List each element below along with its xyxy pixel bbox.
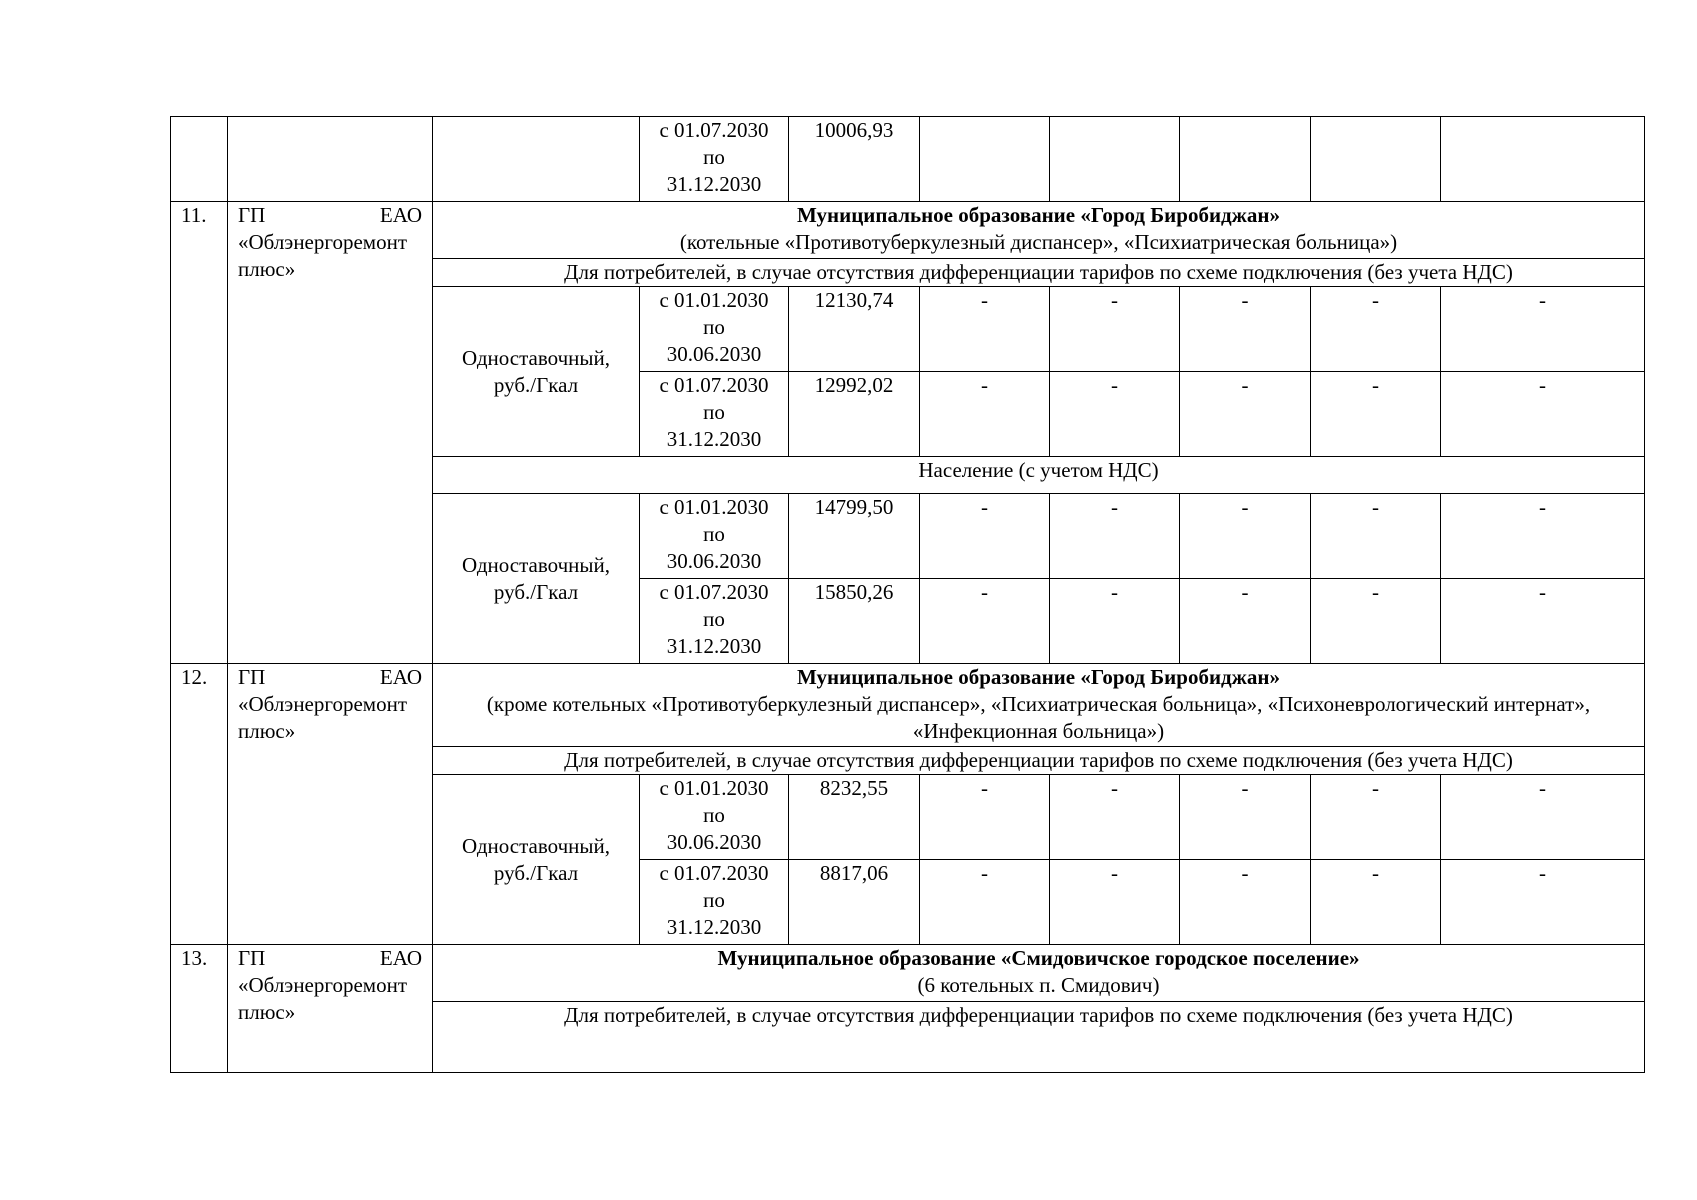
consumer-group-header: Население (с учетом НДС) (433, 457, 1645, 494)
empty-cell (920, 117, 1050, 202)
rate-type-label: Одноставочный, (461, 833, 611, 858)
empty-cell (1311, 117, 1441, 202)
dash-cell: - (1441, 372, 1645, 457)
tariff-value: 10006,93 (789, 117, 920, 202)
municipality-title: Муниципальное образование «Город Биробиджан» (796, 203, 1281, 227)
period-to-word: по (703, 400, 725, 424)
row-number: 13. (171, 945, 228, 1073)
row-number: 11. (171, 202, 228, 664)
period-from: с 01.01.2030 (659, 776, 769, 800)
period-to-word: по (703, 803, 725, 827)
period-to: 30.06.2030 (666, 342, 762, 366)
empty-cell (1441, 117, 1645, 202)
municipality-title: Муниципальное образование «Смидовичское городское поселение» (717, 946, 1360, 970)
organization-word: ЕАО (379, 203, 422, 227)
dash-cell: - (1441, 287, 1645, 372)
period-cell (640, 860, 789, 945)
dash-cell: - (1050, 579, 1180, 664)
empty-cell (1050, 117, 1180, 202)
period-to: 30.06.2030 (666, 830, 762, 854)
dash-cell: - (920, 494, 1050, 579)
period-cell (640, 494, 789, 579)
section-header-row (171, 664, 1645, 747)
dash-cell: - (1180, 775, 1311, 860)
tariff-value: 15850,26 (789, 579, 920, 664)
dash-cell: - (1441, 494, 1645, 579)
consumer-group-header: Для потребителей, в случае отсутствия дифференциации тарифов по схеме подключения (без учета НДС) (433, 259, 1645, 287)
empty-cell (1180, 117, 1311, 202)
organization-line: плюс» (238, 1000, 296, 1024)
municipality-heading (433, 664, 1645, 747)
period-to-word: по (703, 522, 725, 546)
dash-cell: - (920, 287, 1050, 372)
period-to: 31.12.2030 (666, 634, 762, 658)
dash-cell: - (1180, 287, 1311, 372)
rate-type-label: руб./Гкал (493, 579, 579, 604)
organization-line: плюс» (238, 719, 296, 743)
organization-line (238, 664, 422, 691)
rate-type-label: Одноставочный, (461, 552, 611, 577)
dash-cell: - (1050, 287, 1180, 372)
period-cell (640, 579, 789, 664)
dash-cell: - (1311, 775, 1441, 860)
tariff-table (170, 116, 1645, 1073)
dash-cell: - (1050, 494, 1180, 579)
dash-cell: - (1311, 287, 1441, 372)
dash-cell: - (1311, 494, 1441, 579)
rate-type-label: руб./Гкал (493, 372, 579, 397)
municipality-subtitle: (6 котельных п. Смидович) (917, 973, 1160, 997)
period-from: с 01.01.2030 (659, 495, 769, 519)
rate-type-label: Одноставочный, (461, 345, 611, 370)
row-number: 12. (171, 664, 228, 945)
organization-word: ГП (238, 203, 266, 227)
period-from: с 01.01.2030 (659, 288, 769, 312)
period-to: 30.06.2030 (666, 549, 762, 573)
organization-cell (228, 202, 433, 664)
organization-line: «Облэнергоремонт (238, 973, 407, 997)
period-to-word: по (703, 145, 725, 169)
period-cell (640, 287, 789, 372)
dash-cell: - (920, 860, 1050, 945)
dash-cell: - (1311, 372, 1441, 457)
tariff-value: 8232,55 (789, 775, 920, 860)
period-to-word: по (703, 888, 725, 912)
rate-type-cell (433, 494, 640, 664)
organization-word: ЕАО (379, 946, 422, 970)
tariff-value: 12130,74 (789, 287, 920, 372)
period-cell (640, 117, 789, 202)
dash-cell: - (1441, 860, 1645, 945)
dash-cell: - (1311, 579, 1441, 664)
dash-cell: - (1441, 579, 1645, 664)
dash-cell: - (1311, 860, 1441, 945)
rate-type-label: руб./Гкал (493, 860, 579, 885)
dash-cell: - (1441, 775, 1645, 860)
period-to: 31.12.2030 (666, 427, 762, 451)
organization-word: ЕАО (379, 665, 422, 689)
dash-cell: - (1050, 860, 1180, 945)
municipality-heading (433, 945, 1645, 1002)
organization-word: ГП (238, 665, 266, 689)
rate-type-cell (433, 775, 640, 945)
period-from: с 01.07.2030 (659, 861, 769, 885)
organization-cell (228, 664, 433, 945)
organization-line (238, 945, 422, 972)
municipality-heading (433, 202, 1645, 259)
tariff-value: 14799,50 (789, 494, 920, 579)
period-to-word: по (703, 315, 725, 339)
municipality-title: Муниципальное образование «Город Биробиджан» (796, 665, 1281, 689)
organization-word: ГП (238, 946, 266, 970)
table-row (171, 117, 1645, 202)
organization-line: плюс» (238, 257, 296, 281)
period-to: 31.12.2030 (666, 915, 762, 939)
dash-cell: - (1050, 372, 1180, 457)
rate-cell (433, 117, 640, 202)
dash-cell: - (920, 579, 1050, 664)
consumer-group-header: Для потребителей, в случае отсутствия дифференциации тарифов по схеме подключения (без учета НДС) (433, 747, 1645, 775)
period-cell (640, 372, 789, 457)
dash-cell: - (920, 372, 1050, 457)
table-body (171, 117, 1645, 1073)
municipality-subtitle: (котельные «Противотуберкулезный диспансер», «Психиатрическая больница») (679, 230, 1398, 254)
period-cell (640, 775, 789, 860)
section-header-row (171, 945, 1645, 1002)
period-from: с 01.07.2030 (659, 373, 769, 397)
period-from: с 01.07.2030 (659, 118, 769, 142)
organization-line: «Облэнергоремонт (238, 692, 407, 716)
org-cell (228, 117, 433, 202)
dash-cell: - (1180, 372, 1311, 457)
organization-line (238, 202, 422, 229)
dash-cell: - (920, 775, 1050, 860)
dash-cell: - (1180, 494, 1311, 579)
period-from: с 01.07.2030 (659, 580, 769, 604)
organization-line: «Облэнергоремонт (238, 230, 407, 254)
section-header-row (171, 202, 1645, 259)
dash-cell: - (1050, 775, 1180, 860)
consumer-group-header: Для потребителей, в случае отсутствия дифференциации тарифов по схеме подключения (без учета НДС) (433, 1002, 1645, 1073)
dash-cell: - (1180, 579, 1311, 664)
period-to: 31.12.2030 (666, 172, 762, 196)
num-cell (171, 117, 228, 202)
organization-cell (228, 945, 433, 1073)
tariff-value: 12992,02 (789, 372, 920, 457)
period-to-word: по (703, 607, 725, 631)
rate-type-cell (433, 287, 640, 457)
municipality-subtitle: (кроме котельных «Противотуберкулезный диспансер», «Психиатрическая больница», «Психоневрологический интернат», «Инфекционная больница») (486, 692, 1591, 743)
dash-cell: - (1180, 860, 1311, 945)
tariff-value: 8817,06 (789, 860, 920, 945)
